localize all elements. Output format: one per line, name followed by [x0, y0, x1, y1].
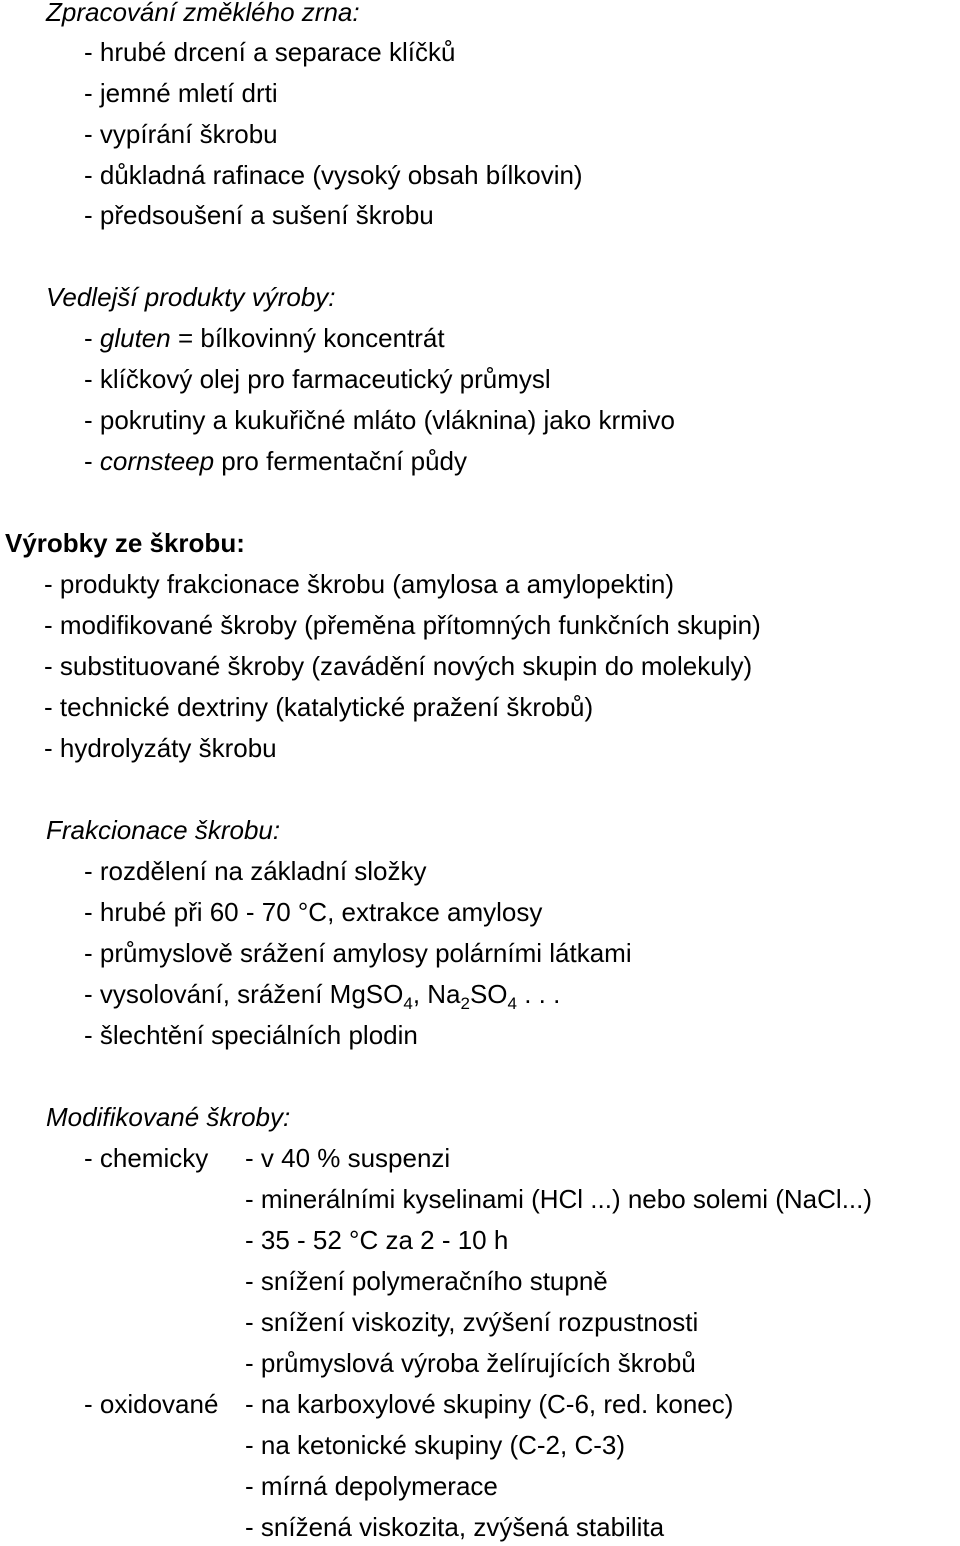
- term-gluten: gluten: [99, 323, 171, 353]
- list-item: - hydrolyzáty škrobu: [44, 733, 277, 763]
- list-item: - vypírání škrobu: [84, 119, 278, 149]
- list-item: - průmyslová výroba želírujících škrobů: [245, 1348, 696, 1378]
- list-item: - substituované škroby (zavádění nových skupin do molekuly): [44, 651, 753, 681]
- list-item: - minerálními kyselinami (HCl ...) nebo solemi (NaCl...): [245, 1184, 873, 1214]
- list-item: - jemné mletí drti: [84, 78, 278, 108]
- list-item: - technické dextriny (katalytické pražení škrobů): [44, 692, 594, 722]
- term-cornsteep: cornsteep: [99, 446, 215, 476]
- section-heading-frakcionace: Frakcionace škrobu:: [46, 815, 281, 845]
- list-item: - rozdělení na základní složky: [84, 856, 427, 886]
- list-item: - na ketonické skupiny (C-2, C-3): [245, 1430, 626, 1460]
- group-label-oxidovane: - oxidované: [84, 1389, 219, 1419]
- section-heading-vyrobky: Výrobky ze škrobu:: [5, 528, 245, 558]
- list-item: - klíčkový olej pro farmaceutický průmysl: [84, 364, 551, 394]
- section-heading-modifikovane: Modifikované škroby:: [46, 1102, 291, 1132]
- list-item: - snížení viskozity, zvýšení rozpustnosti: [245, 1307, 699, 1337]
- list-item: - snížená viskozita, zvýšená stabilita: [245, 1512, 665, 1542]
- list-item: - důkladná rafinace (vysoký obsah bílkovin): [84, 160, 583, 190]
- section-heading-vedlejsi: Vedlejší produkty výroby:: [46, 282, 336, 312]
- list-item: - hrubé drcení a separace klíčků: [84, 37, 456, 67]
- list-item: - 35 - 52 °C za 2 - 10 h: [245, 1225, 509, 1255]
- list-item: - vysolování, srážení MgSO$_4$, $Na_2SO_4$ . . .: [84, 979, 561, 1013]
- list-item: - šlechtění speciálních plodin: [84, 1020, 418, 1050]
- list-item: - průmyslově srážení amylosy polárními látkami: [84, 938, 632, 968]
- list-item: - snížení polymeračního stupně: [245, 1266, 608, 1296]
- list-item: - na karboxylové skupiny (C-6, red. konec): [245, 1389, 734, 1419]
- list-item: - modifikované škroby (přeměna přítomných funkčních skupin): [44, 610, 761, 640]
- list-item: - v 40 % suspenzi: [245, 1143, 451, 1173]
- list-item: - produkty frakcionace škrobu (amylosa a amylopektin): [44, 569, 675, 599]
- list-item: - cornsteep pro fermentační půdy: [84, 446, 467, 476]
- section-heading-zpracovani: Zpracování změklého zrna:: [46, 0, 360, 27]
- list-item: - předsoušení a sušení škrobu: [84, 200, 434, 230]
- list-item: - gluten = bílkovinný koncentrát: [84, 323, 445, 353]
- list-item: - mírná depolymerace: [245, 1471, 498, 1501]
- list-item: - pokrutiny a kukuřičné mláto (vláknina) jako krmivo: [84, 405, 675, 435]
- list-item: - hrubé při 60 - 70 °C, extrakce amylosy: [84, 897, 543, 927]
- group-label-chemicky: - chemicky: [84, 1143, 209, 1173]
